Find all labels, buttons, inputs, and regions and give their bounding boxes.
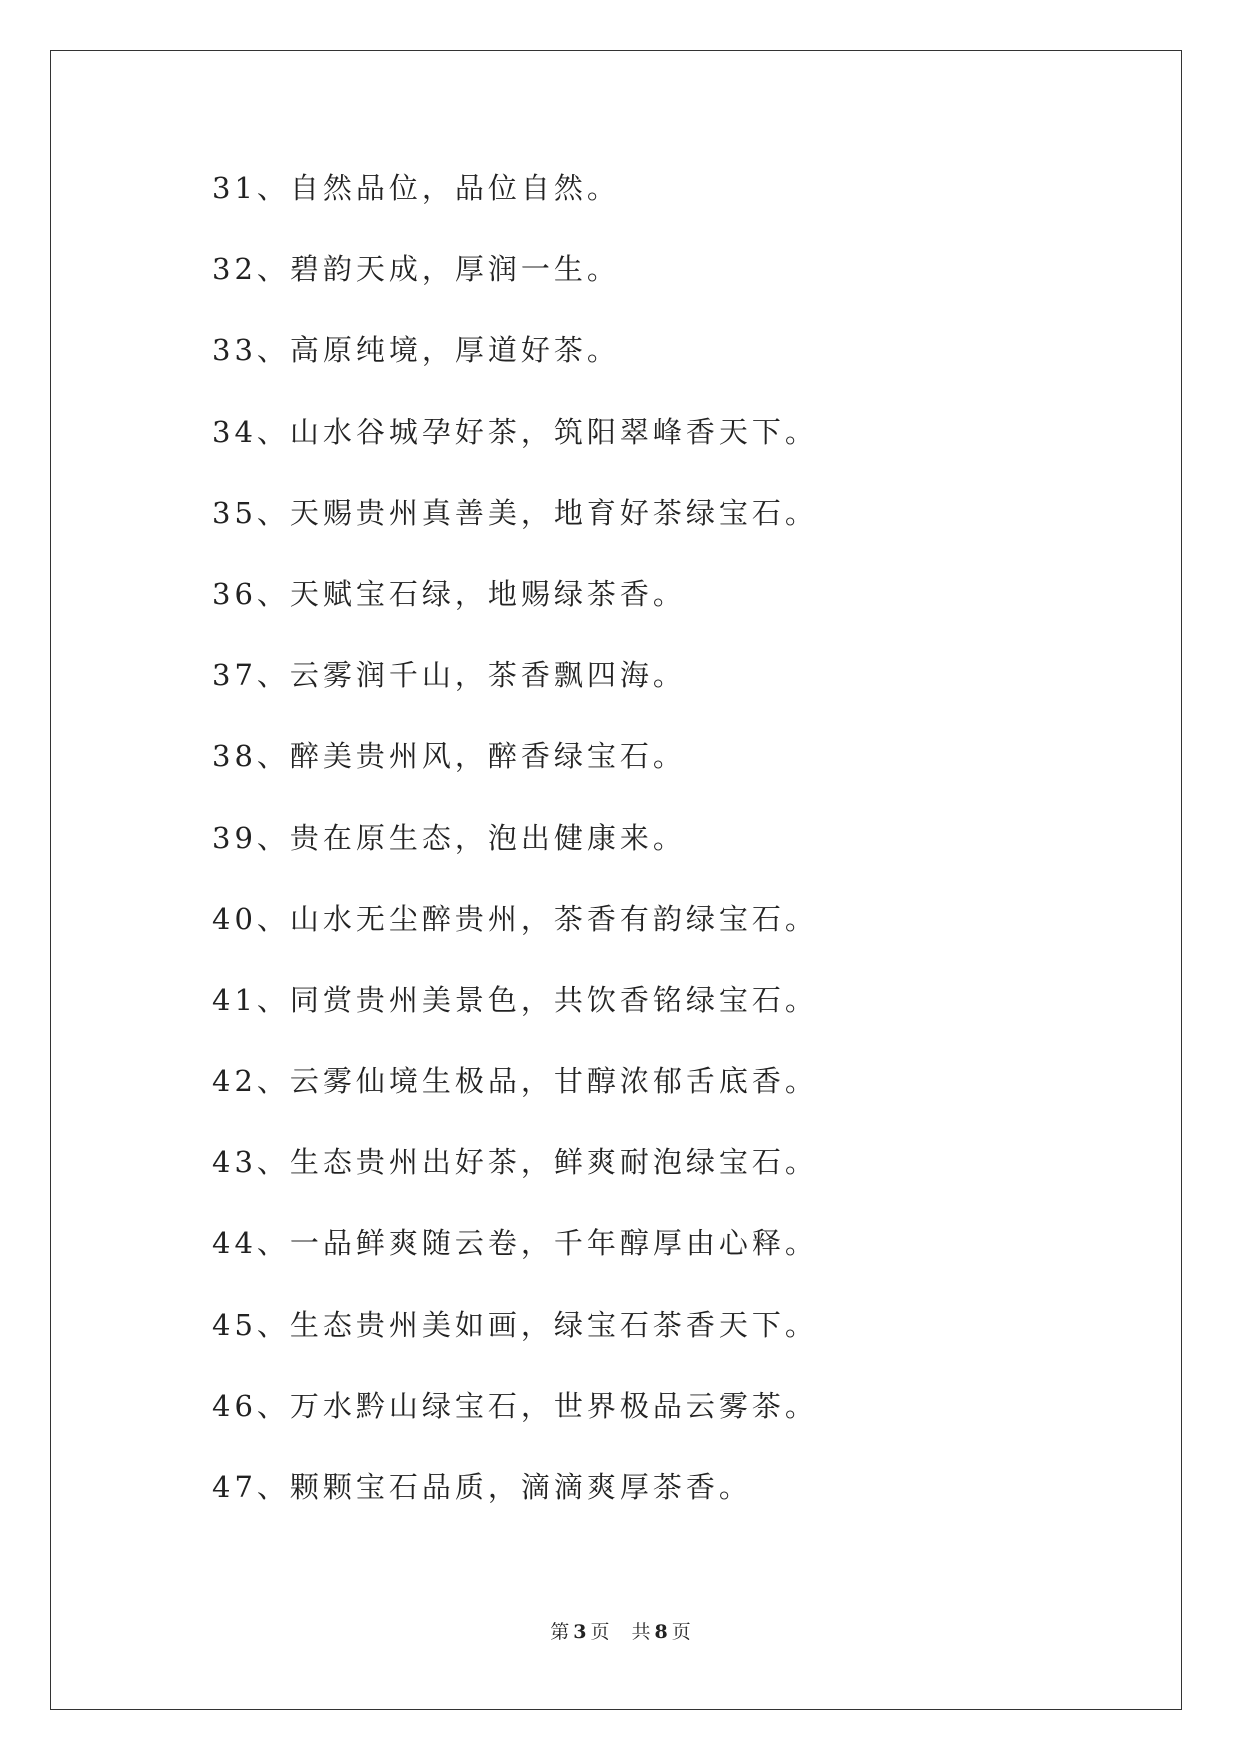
list-item: 37、云雾润千山，茶香飘四海。 bbox=[212, 658, 686, 693]
total-prefix: 共 bbox=[631, 1621, 651, 1643]
list-item: 46、万水黔山绿宝石，世界极品云雾茶。 bbox=[212, 1388, 818, 1423]
list-item: 31、自然品位，品位自然。 bbox=[212, 171, 620, 205]
list-item: 36、天赋宝石绿，地赐绿茶香。 bbox=[212, 576, 686, 611]
list-item: 32、碧韵天成，厚润一生。 bbox=[212, 252, 620, 287]
list-item: 34、山水谷城孕好茶，筑阳翠峰香天下。 bbox=[212, 414, 818, 449]
list-item: 39、贵在原生态，泡出健康来。 bbox=[212, 820, 686, 855]
list-item: 35、天赐贵州真善美，地育好茶绿宝石。 bbox=[212, 495, 818, 530]
list-item: 44、一品鲜爽随云卷，千年醇厚由心释。 bbox=[212, 1226, 818, 1261]
list-item: 43、生态贵州出好茶，鲜爽耐泡绿宝石。 bbox=[212, 1145, 818, 1180]
list-item: 45、生态贵州美如画，绿宝石茶香天下。 bbox=[212, 1307, 818, 1342]
list-item: 38、醉美贵州风，醉香绿宝石。 bbox=[212, 739, 686, 774]
slogan-list bbox=[212, 168, 818, 1548]
page-number: 3 bbox=[573, 1621, 587, 1643]
page-suffix: 页 bbox=[590, 1621, 610, 1643]
page-footer bbox=[0, 1617, 1241, 1644]
list-item: 41、同赏贵州美景色，共饮香铭绿宝石。 bbox=[212, 982, 818, 1017]
list-item: 42、云雾仙境生极品，甘醇浓郁舌底香。 bbox=[212, 1064, 818, 1099]
page-total: 8 bbox=[654, 1621, 668, 1643]
total-suffix: 页 bbox=[671, 1621, 691, 1643]
list-item: 33、高原纯境，厚道好茶。 bbox=[212, 333, 620, 368]
page-prefix: 第 bbox=[550, 1621, 570, 1643]
list-item: 40、山水无尘醉贵州，茶香有韵绿宝石。 bbox=[212, 901, 818, 936]
list-item: 47、颗颗宝石品质，滴滴爽厚茶香。 bbox=[212, 1470, 752, 1504]
